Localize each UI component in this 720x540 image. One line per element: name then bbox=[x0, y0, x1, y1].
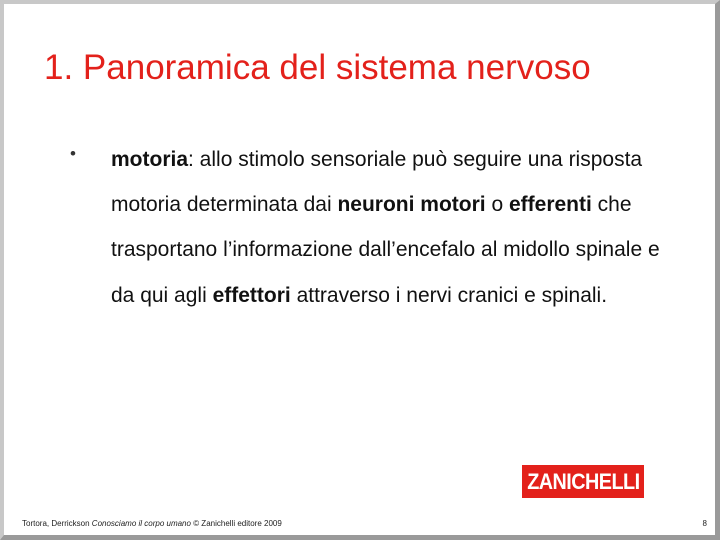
footer-authors: Tortora, Derrickson bbox=[22, 519, 92, 528]
body-text-part: attraverso i nervi cranici e spinali. bbox=[290, 283, 608, 307]
term-neuroni-motori: neuroni motori bbox=[337, 193, 486, 217]
term-motoria: motoria bbox=[111, 148, 189, 171]
zanichelli-logo bbox=[522, 465, 644, 498]
logo-text: ZANICHELLI bbox=[526, 468, 640, 494]
bullet-marker: • bbox=[70, 144, 76, 163]
bullet-text bbox=[111, 137, 686, 318]
body-text-part: o bbox=[485, 193, 509, 217]
body-text-part: : allo stimolo sensoriale può seguire una risposta motoria determinata dai bbox=[111, 148, 643, 217]
body-text-part: che trasportano l’informazione dall’encefalo al midollo spinale e da qui agli bbox=[111, 193, 660, 307]
term-efferenti: efferenti bbox=[508, 193, 592, 217]
slide-title: 1. Panoramica del sistema nervoso bbox=[44, 48, 591, 87]
footer-citation bbox=[22, 519, 282, 528]
page-number: 8 bbox=[702, 519, 707, 528]
term-effettori: effettori bbox=[212, 283, 291, 307]
footer-publisher: © Zanichelli editore 2009 bbox=[190, 519, 282, 528]
footer-book-title: Conosciamo il corpo umano bbox=[91, 519, 191, 528]
